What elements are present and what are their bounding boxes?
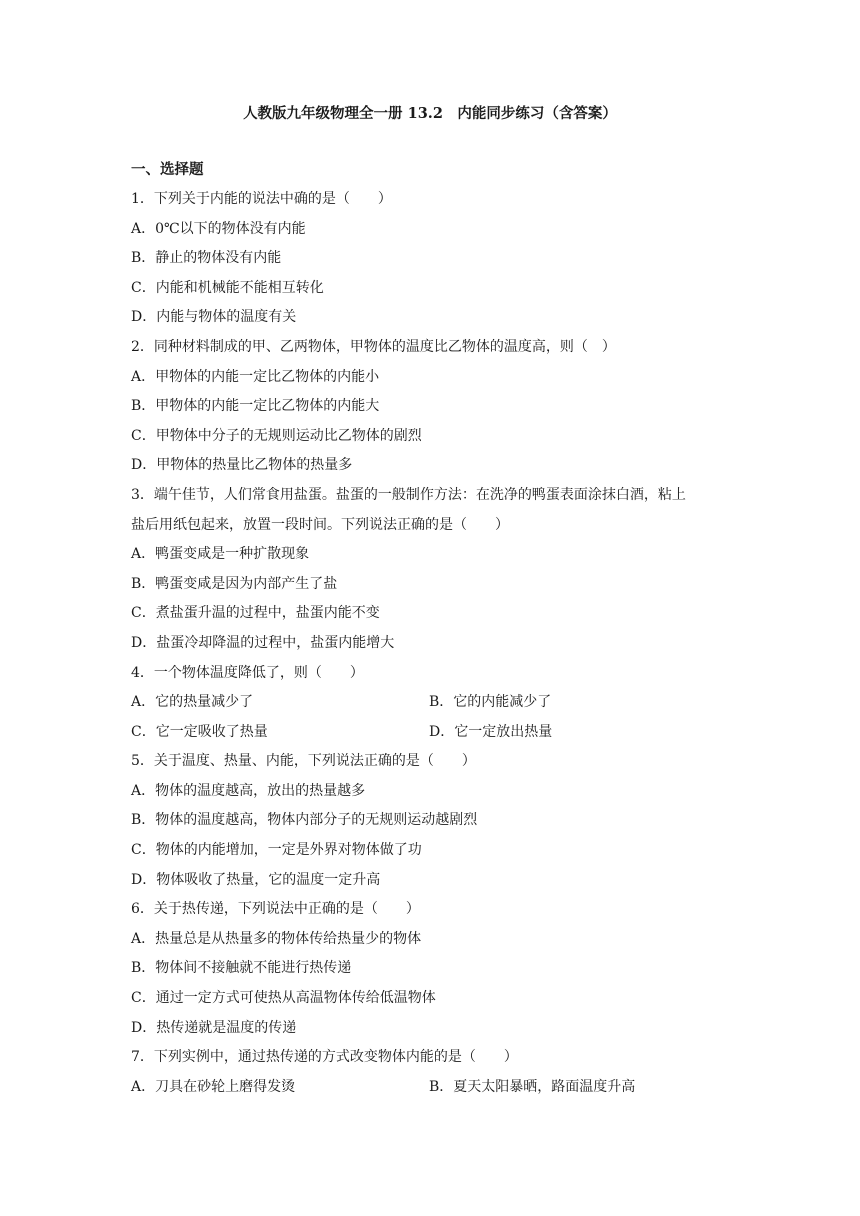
section-heading: 一、选择题: [131, 161, 204, 178]
option-a: A．它的热量减少了: [131, 694, 254, 711]
option-b: B．鸭蛋变咸是因为内部产生了盐: [131, 575, 338, 592]
option-d: D．盐蛋冷却降温的过程中，盐蛋内能增大: [131, 634, 395, 651]
option-a: A．鸭蛋变咸是一种扩散现象: [131, 546, 310, 563]
option-row: [131, 722, 731, 752]
option-d: D．它一定放出热量: [429, 723, 553, 740]
question-stem-continued: 盐后用纸包起来，放置一段时间。下列说法正确的是（ ）: [131, 516, 509, 533]
option-a: A．甲物体的内能一定比乙物体的内能小: [131, 368, 380, 385]
option-c: C．甲物体中分子的无规则运动比乙物体的剧烈: [131, 427, 422, 444]
option-b: B．静止的物体没有内能: [131, 250, 282, 267]
option-d: D．物体吸收了热量，它的温度一定升高: [131, 871, 381, 888]
option-a: A．物体的温度越高，放出的热量越多: [131, 782, 366, 799]
option-d: D．甲物体的热量比乙物体的热量多: [131, 457, 353, 474]
option-c: C．通过一定方式可使热从高温物体传给低温物体: [131, 990, 436, 1007]
option-a: A．0℃以下的物体没有内能: [131, 220, 306, 237]
option-b: B．物体间不接触就不能进行热传递: [131, 960, 352, 977]
question-stem: 3．端午佳节，人们常食用盐蛋。盐蛋的一般制作方法：在洗净的鸭蛋表面涂抹白酒，粘上: [131, 486, 686, 503]
page-title: 人教版九年级物理全一册 13.2 内能同步练习（含答案）: [243, 105, 617, 122]
question-stem: 4．一个物体温度降低了，则（ ）: [131, 664, 364, 681]
question-stem: 5．关于温度、热量、内能，下列说法正确的是（ ）: [131, 753, 476, 770]
option-b: B．甲物体的内能一定比乙物体的内能大: [131, 398, 380, 415]
option-row: [131, 692, 731, 722]
option-a: A．热量总是从热量多的物体传给热量少的物体: [131, 930, 422, 947]
question-stem: 2．同种材料制成的甲、乙两物体，甲物体的温度比乙物体的温度高，则（ ）: [131, 338, 616, 355]
option-b: B．物体的温度越高，物体内部分子的无规则运动越剧烈: [131, 812, 478, 829]
question-stem: 1．下列关于内能的说法中确的是（ ）: [131, 191, 392, 207]
question-stem: 7．下列实例中，通过热传递的方式改变物体内能的是（ ）: [131, 1049, 518, 1066]
option-c: C．内能和机械能不能相互转化: [131, 279, 324, 296]
option-d: D．热传递就是温度的传递: [131, 1019, 297, 1036]
option-b: B．夏天太阳暴晒，路面温度升高: [429, 1078, 636, 1095]
option-c: C．它一定吸收了热量: [131, 723, 268, 740]
option-c: C．煮盐蛋升温的过程中，盐蛋内能不变: [131, 605, 380, 622]
option-a: A．刀具在砂轮上磨得发烫: [131, 1078, 296, 1095]
option-c: C．物体的内能增加，一定是外界对物体做了功: [131, 842, 422, 859]
option-d: D．内能与物体的温度有关: [131, 309, 297, 326]
option-b: B．它的内能减少了: [429, 694, 552, 711]
question-stem: 6．关于热传递，下列说法中正确的是（ ）: [131, 901, 420, 918]
question-list: [131, 189, 731, 1106]
option-row: [131, 1077, 731, 1107]
